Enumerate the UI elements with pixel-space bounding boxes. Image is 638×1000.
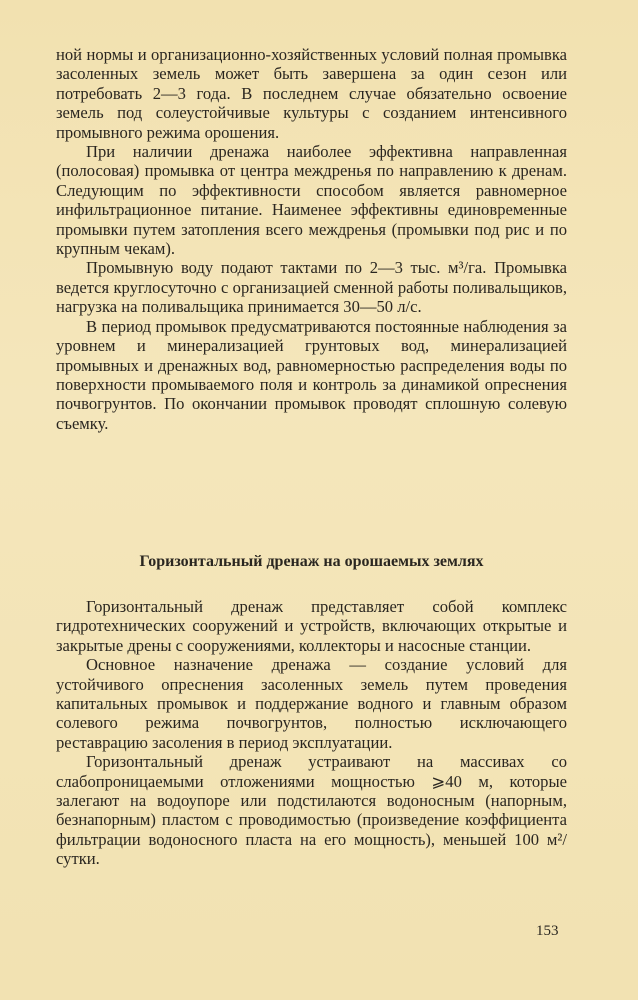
bottom-text-block — [56, 597, 567, 869]
paragraph-5: Горизонтальный дренаж представляет собой комплекс гидротехнических сооружений и устройств, включающих открытые и закрытые дрены с сооружениями, коллекторы и насосные станции. — [56, 597, 567, 655]
paragraph-7: Горизонтальный дренаж устраивают на массивах со слабопроницаемыми отложениями мощностью ⩾40 м, которые залегают на водоупоре или подстилаются водоносным (напорным, безнапорным) пластом с проводимостью (произведение коэффициента фильтрации водоносного пласта на его мощность), меньшей 100 м²/сутки. — [56, 752, 567, 869]
paragraph-4: В период промывок предусматриваются постоянные наблюдения за уровнем и минерализацией грунтовых вод, минерализацией промывных и дренажных вод, равномерностью распределения воды по поверхности промываемого поля и контроль за динамикой опреснения почвогрунтов. По окончании промывок проводят сплошную солевую съемку. — [56, 316, 567, 433]
paragraph-6: Основное назначение дренажа — создание условий для устойчивого опреснения засоленных земель путем проведения капитальных промывок и поддержание водного и главным образом солевого режима почвогрунтов, полностью исключающего реставрацию засоления в период эксплуатации. — [56, 655, 567, 752]
paragraph-1: ной нормы и организационно-хозяйственных условий полная промывка засоленных земель может быть завершена за один сезон или потребовать 2—3 года. В последнем случае обязательно освоение земель под солеустойчивые культуры с созданием интенсивного промывного режима орошения. — [56, 45, 567, 142]
top-text-block — [56, 45, 567, 433]
paragraph-3: Промывную воду подают тактами по 2—3 тыс. м³/га. Промывка ведется круглосуточно с организацией сменной работы поливальщиков, нагрузка на поливальщика принимается 30—50 л/с. — [56, 258, 567, 317]
paragraph-2: При наличии дренажа наиболее эффективна направленная (полосовая) промывка от центра междренья по направлению к дренам. Следующим по эффективности способом является равномерное инфильтрационное питание. Наименее эффективны единовременные промывки путем затопления всего междренья (промывки под рис и по крупным чекам). — [56, 142, 567, 259]
section-heading: Горизонтальный дренаж на орошаемых землях — [139, 553, 484, 570]
page-number: 153 — [536, 923, 559, 939]
